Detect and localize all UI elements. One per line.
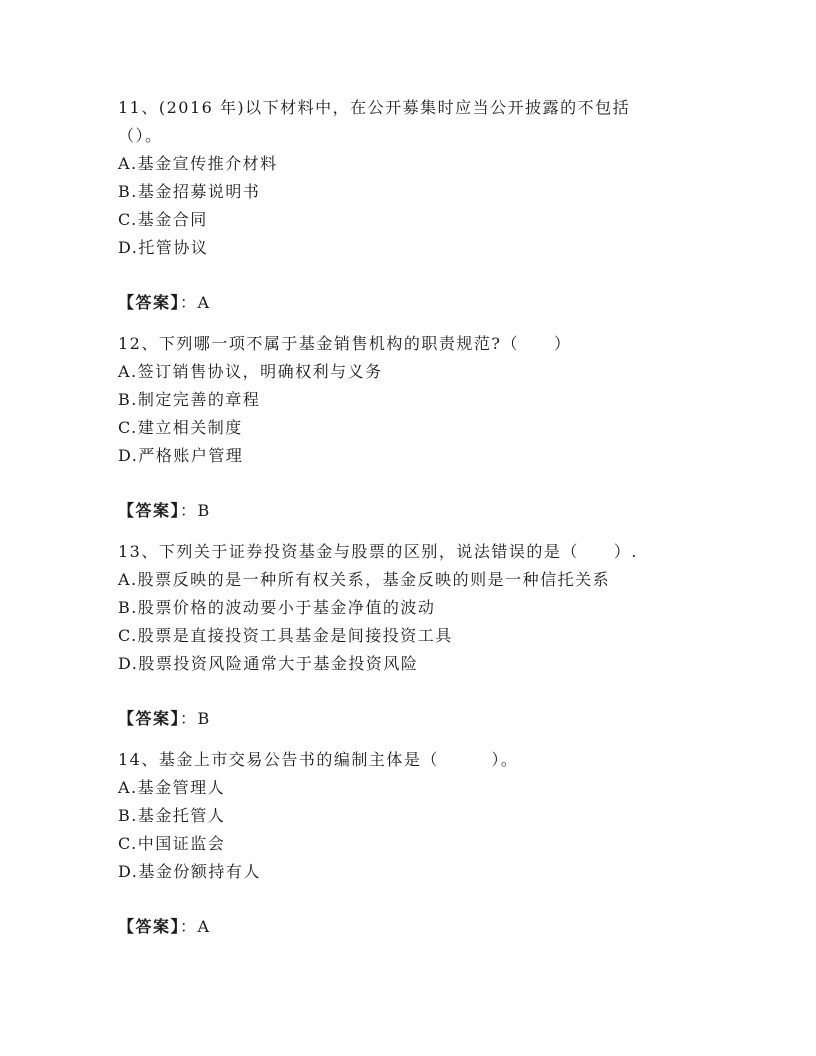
option-a: A.基金管理人 bbox=[118, 778, 226, 797]
answer-separator: ： bbox=[180, 293, 198, 312]
option-a: A.签订销售协议，明确权利与义务 bbox=[118, 362, 383, 381]
answer-label: 【答案】 bbox=[118, 709, 181, 728]
answer-line bbox=[118, 501, 211, 521]
answer-value: A bbox=[197, 917, 211, 936]
option-d: D.托管协议 bbox=[118, 238, 209, 257]
option-d: D.严格账户管理 bbox=[118, 446, 244, 465]
answer-separator: ： bbox=[180, 501, 198, 520]
option-c: C.中国证监会 bbox=[118, 834, 226, 853]
answer-value: B bbox=[197, 501, 211, 520]
option-d: D.股票投资风险通常大于基金投资风险 bbox=[118, 654, 419, 673]
option-d: D.基金份额持有人 bbox=[118, 862, 261, 881]
question-stem: 11、(2016 年)以下材料中，在公开募集时应当公开披露的不包括 bbox=[118, 98, 631, 117]
answer-line bbox=[118, 709, 211, 729]
answer-separator: ： bbox=[180, 709, 198, 728]
option-c: C.基金合同 bbox=[118, 210, 208, 229]
question-stem-continued: （）。 bbox=[118, 126, 163, 145]
option-a: A.基金宣传推介材料 bbox=[118, 154, 278, 173]
answer-value: A bbox=[197, 293, 211, 312]
answer-line bbox=[118, 293, 211, 313]
option-b: B.制定完善的章程 bbox=[118, 390, 261, 409]
answer-label: 【答案】 bbox=[118, 917, 181, 936]
question-stem: 14、基金上市交易公告书的编制主体是（ ）。 bbox=[118, 750, 519, 769]
answer-line bbox=[118, 917, 211, 937]
option-c: C.建立相关制度 bbox=[118, 418, 243, 437]
option-b: B.基金招募说明书 bbox=[118, 182, 261, 201]
answer-value: B bbox=[197, 709, 211, 728]
answer-label: 【答案】 bbox=[118, 293, 181, 312]
option-c: C.股票是直接投资工具基金是间接投资工具 bbox=[118, 626, 453, 645]
option-a: A.股票反映的是一种所有权关系，基金反映的则是一种信托关系 bbox=[118, 570, 611, 589]
option-b: B.基金托管人 bbox=[118, 806, 226, 825]
question-stem: 13、下列关于证券投资基金与股票的区别，说法错误的是（ ）. bbox=[118, 542, 638, 561]
answer-separator: ： bbox=[180, 917, 198, 936]
question-stem: 12、下列哪一项不属于基金销售机构的职责规范?（ ） bbox=[118, 334, 572, 353]
answer-label: 【答案】 bbox=[118, 501, 181, 520]
option-b: B.股票价格的波动要小于基金净值的波动 bbox=[118, 598, 436, 617]
